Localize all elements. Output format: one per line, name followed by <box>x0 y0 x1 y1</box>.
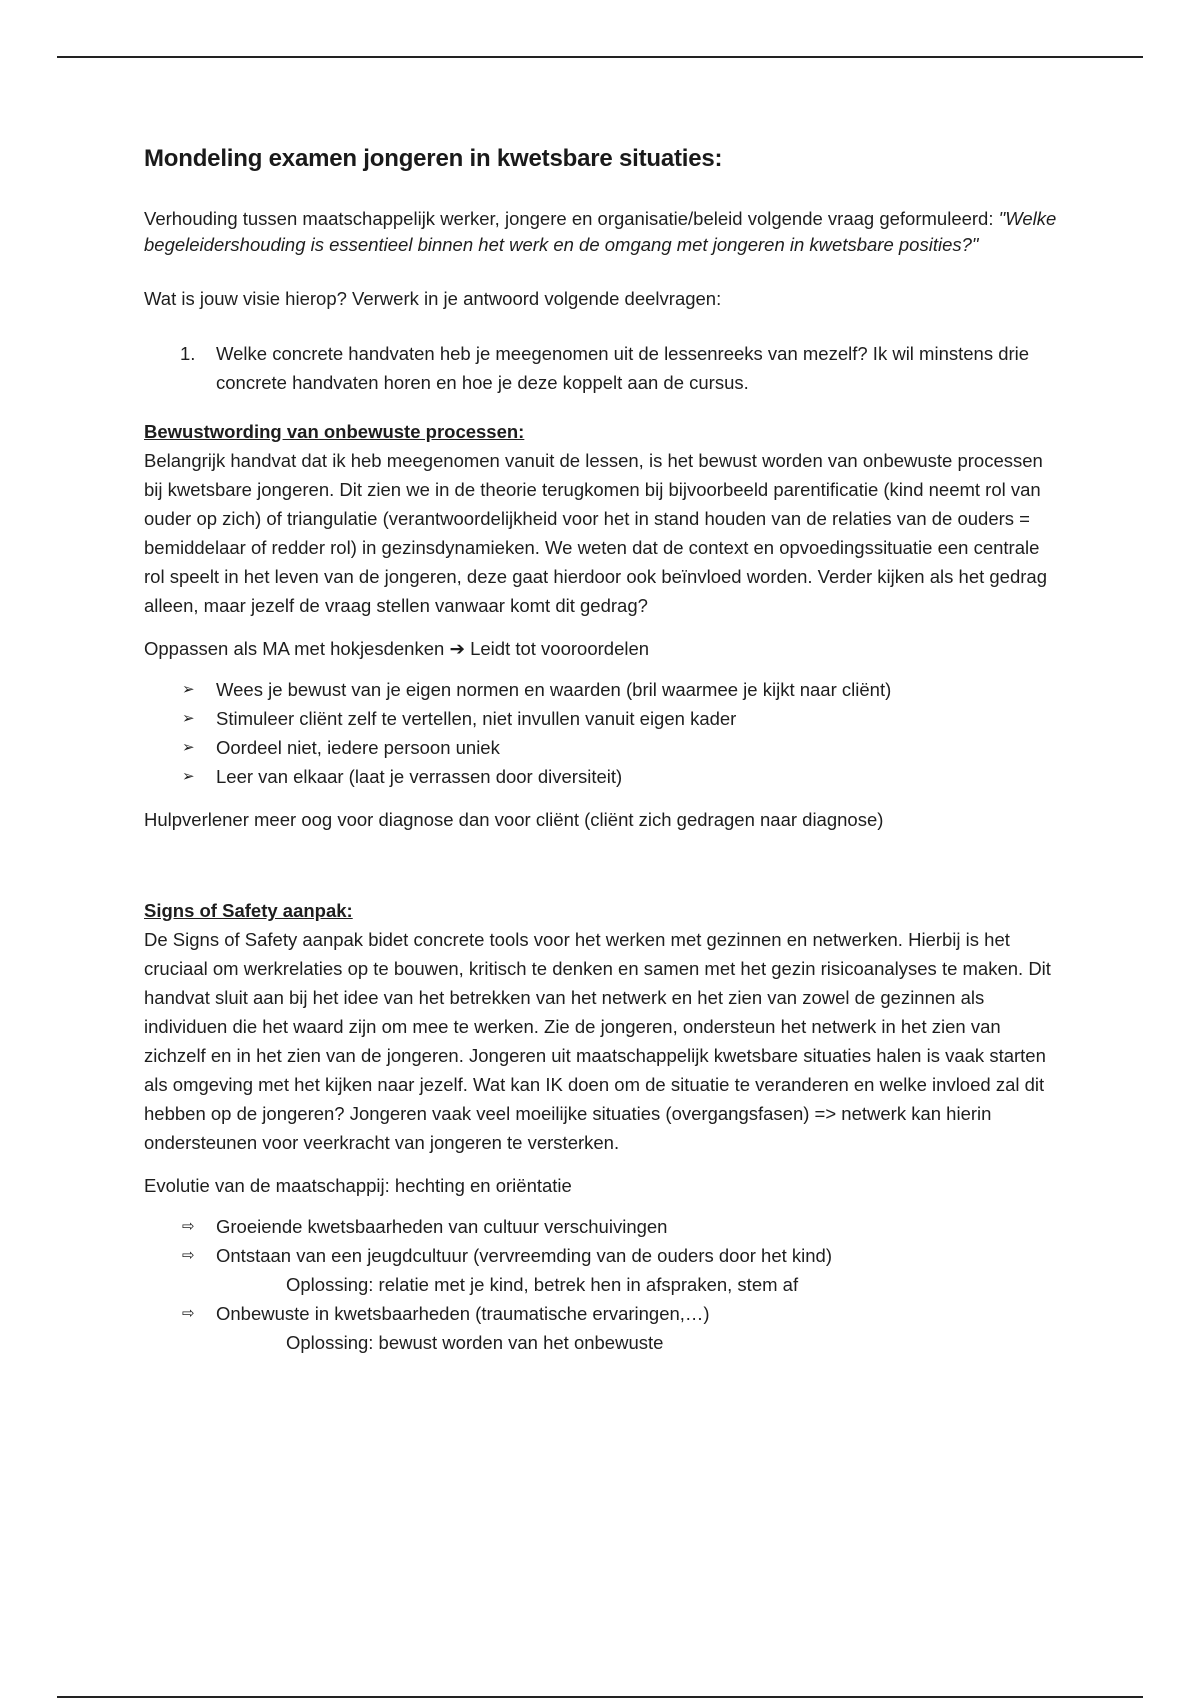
evolution-list-cont <box>144 1299 1064 1328</box>
list-item-text: Onbewuste in kwetsbaarheden (traumatische ervaringen,…) <box>216 1303 710 1324</box>
arrowhead-bullet-icon: ➢ <box>182 739 195 756</box>
question-number: 1. <box>180 343 196 364</box>
list-item <box>144 762 1064 791</box>
arrow-right-icon: ➔ <box>449 638 465 659</box>
footer-rule <box>57 1696 1143 1698</box>
solution-line: Oplossing: bewust worden van het onbewuste <box>286 1332 664 1353</box>
document-page <box>144 145 1064 1357</box>
list-item-text: Wees je bewust van je eigen normen en waarden (bril waarmee je kijkt naar cliënt) <box>216 679 892 700</box>
hokjesdenken-line <box>144 634 1064 663</box>
list-item-text: Oordeel niet, iedere persoon uniek <box>216 737 500 758</box>
question-text: Welke concrete handvaten heb je meegenomen uit de lessenreeks van mezelf? Ik wil minstens drie concrete handvaten horen en hoe je deze koppelt aan de cursus. <box>216 343 1030 393</box>
solution-line: Oplossing: relatie met je kind, betrek hen in afspraken, stem af <box>286 1274 799 1295</box>
question-item <box>144 339 1064 397</box>
outline-arrow-bullet-icon: ⇨ <box>182 1305 195 1322</box>
intro-question: "Welke begeleidershouding is essentieel binnen het werk en de omgang met jongeren in kwetsbare posities?" <box>144 208 1057 255</box>
intro-paragraph <box>144 206 1064 258</box>
list-item <box>144 733 1064 762</box>
section-title-bewustwording: Bewustwording van onbewuste processen: <box>144 421 525 442</box>
arrowhead-bullet-icon: ➢ <box>182 681 195 698</box>
closing-line: Hulpverlener meer oog voor diagnose dan voor cliënt (cliënt zich gedragen naar diagnose) <box>144 809 884 830</box>
vooroordelen-text: Leidt tot vooroordelen <box>470 638 650 659</box>
section-body-bewustwording: Belangrijk handvat dat ik heb meegenomen vanuit de lessen, is het bewust worden van onbewuste processen bij kwetsbare jongeren. Dit zien we in de theorie terugkomen bij bijvoorbeeld parentificatie (kind neemt rol van ouder op zich) of triangulatie (verantwoordelijkheid voor het in stand houden van de relaties van de ouders = bemiddelaar of redder rol) in gezinsdynamieken. We weten dat de context en opvoedingssituatie een centrale rol speelt in het leven van de jongeren, deze gaat hierdoor ook beïnvloed worden. Verder kijken als het gedrag alleen, maar jezelf de vraag stellen vanwaar komt dit gedrag? <box>144 450 1047 616</box>
document-title: Mondeling examen jongeren in kwetsbare situaties: <box>144 145 723 172</box>
header-rule <box>57 56 1143 58</box>
arrowhead-bullet-icon: ➢ <box>182 768 195 785</box>
outline-arrow-bullet-icon: ⇨ <box>182 1247 195 1264</box>
section-title-signs-of-safety: Signs of Safety aanpak: <box>144 900 353 921</box>
list-item-text: Stimuleer cliënt zelf te vertellen, niet invullen vanuit eigen kader <box>216 708 737 729</box>
evolution-line: Evolutie van de maatschappij: hechting en oriëntatie <box>144 1175 572 1196</box>
list-item <box>144 675 1064 704</box>
list-item-text: Groeiende kwetsbaarheden van cultuur verschuivingen <box>216 1216 668 1237</box>
hokjesdenken-text: Oppassen als MA met hokjesdenken <box>144 638 445 659</box>
section-body-signs-of-safety: De Signs of Safety aanpak bidet concrete tools voor het werken met gezinnen en netwerken. Hierbij is het cruciaal om werkrelaties op te bouwen, kritisch te denken en samen met het gezin risicoanalyses te maken. Dit handvat sluit aan bij het idee van het betrekken van het netwerk en het zien van zowel de gezinnen als individuen die het waard zijn om mee te werken. Zie de jongeren, ondersteun het netwerk in het zien van zichzelf en in het zien van de jongeren. Jongeren uit maatschappelijk kwetsbare situaties halen is vaak starten als omgeving met het kijken naar jezelf. Wat kan IK doen om de situatie te veranderen en welke invloed zal dit hebben op de jongeren? Jongeren vaak veel moeilijke situaties (overgangsfasen) => netwerk kan hierin ondersteunen voor veerkracht van jongeren te versterken. <box>144 929 1051 1153</box>
arrowhead-bullet-icon: ➢ <box>182 710 195 727</box>
list-item <box>144 1212 1064 1241</box>
list-item <box>144 1241 1064 1270</box>
outline-arrow-bullet-icon: ⇨ <box>182 1218 195 1235</box>
attitude-bullet-list <box>144 675 1064 791</box>
list-item <box>144 1299 1064 1328</box>
evolution-list <box>144 1212 1064 1270</box>
list-item-text: Leer van elkaar (laat je verrassen door diversiteit) <box>216 766 623 787</box>
list-item-text: Ontstaan van een jeugdcultuur (vervreemding van de ouders door het kind) <box>216 1245 833 1266</box>
prompt-text: Wat is jouw visie hierop? Verwerk in je antwoord volgende deelvragen: <box>144 288 722 309</box>
list-item <box>144 704 1064 733</box>
intro-text: Verhouding tussen maatschappelijk werker, jongere en organisatie/beleid volgende vraag geformuleerd: <box>144 208 999 229</box>
question-list <box>144 339 1064 397</box>
